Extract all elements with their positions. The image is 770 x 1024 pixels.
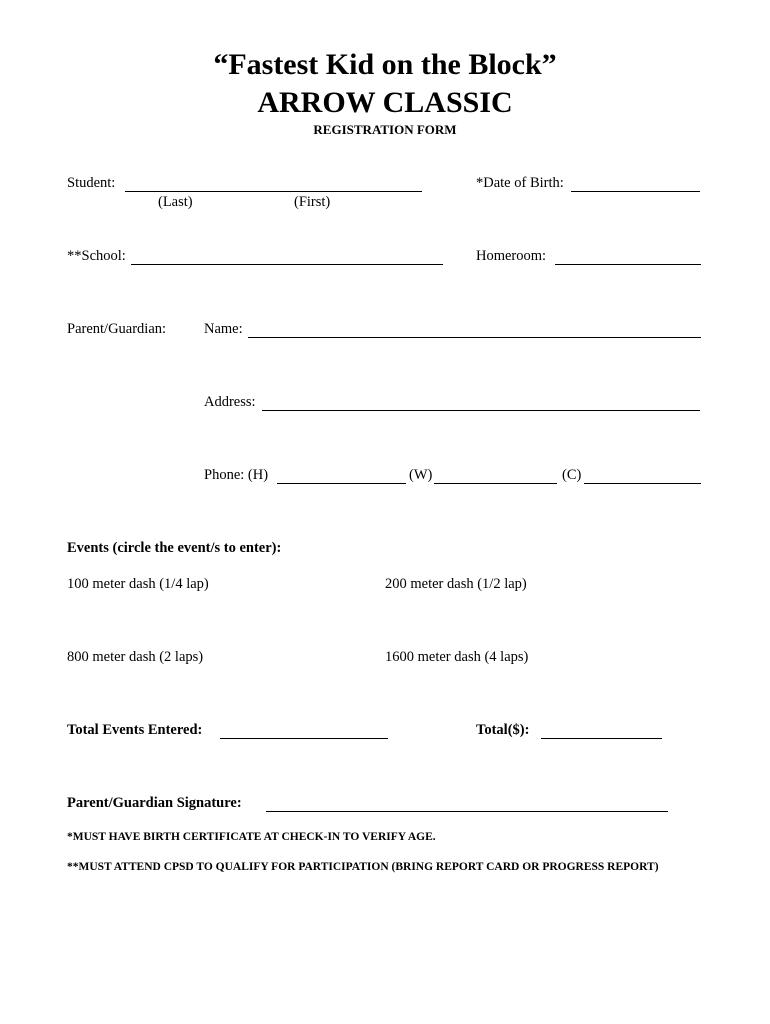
homeroom-field[interactable] <box>555 264 701 265</box>
address-field[interactable] <box>262 410 700 411</box>
parent-guardian-label: Parent/Guardian: <box>67 321 167 337</box>
dob-field[interactable] <box>571 191 700 192</box>
parent-name-field[interactable] <box>248 337 701 338</box>
phone-cell-label: (C) <box>562 467 582 483</box>
attendance-note: **MUST ATTEND CPSD TO QUALIFY FOR PARTICIPATION (BRING REPORT CARD OR PROGRESS REPORT) <box>67 861 659 873</box>
phone-home-field[interactable] <box>277 483 406 484</box>
phone-work-field[interactable] <box>434 483 557 484</box>
homeroom-label: Homeroom: <box>476 248 547 264</box>
total-amount-field[interactable] <box>541 738 662 739</box>
form-subtitle: ARROW CLASSIC <box>257 86 513 119</box>
phone-home-label: Phone: (H) <box>204 467 269 483</box>
total-amount-label: Total($): <box>476 722 530 738</box>
birth-certificate-note: *MUST HAVE BIRTH CERTIFICATE AT CHECK-IN TO VERIFY AGE. <box>67 831 436 843</box>
total-events-field[interactable] <box>220 738 388 739</box>
address-label: Address: <box>204 394 256 410</box>
student-label: Student: <box>67 175 116 191</box>
school-label: **School: <box>67 248 126 264</box>
student-name-field[interactable] <box>125 191 422 192</box>
form-name: REGISTRATION FORM <box>313 122 457 137</box>
event-200m[interactable]: 200 meter dash (1/2 lap) <box>385 576 527 592</box>
dob-label: *Date of Birth: <box>476 175 564 191</box>
first-name-sublabel: (First) <box>294 194 331 210</box>
parent-name-label: Name: <box>204 321 243 337</box>
school-field[interactable] <box>131 264 443 265</box>
total-events-label: Total Events Entered: <box>67 722 203 738</box>
signature-field[interactable] <box>266 811 668 812</box>
event-800m[interactable]: 800 meter dash (2 laps) <box>67 649 204 665</box>
phone-work-label: (W) <box>409 467 433 483</box>
event-1600m[interactable]: 1600 meter dash (4 laps) <box>385 649 529 665</box>
phone-cell-field[interactable] <box>584 483 701 484</box>
signature-label: Parent/Guardian Signature: <box>67 795 242 811</box>
events-heading: Events (circle the event/s to enter): <box>67 540 282 556</box>
form-title: “Fastest Kid on the Block” <box>213 48 557 81</box>
last-name-sublabel: (Last) <box>158 194 193 210</box>
event-100m[interactable]: 100 meter dash (1/4 lap) <box>67 576 209 592</box>
